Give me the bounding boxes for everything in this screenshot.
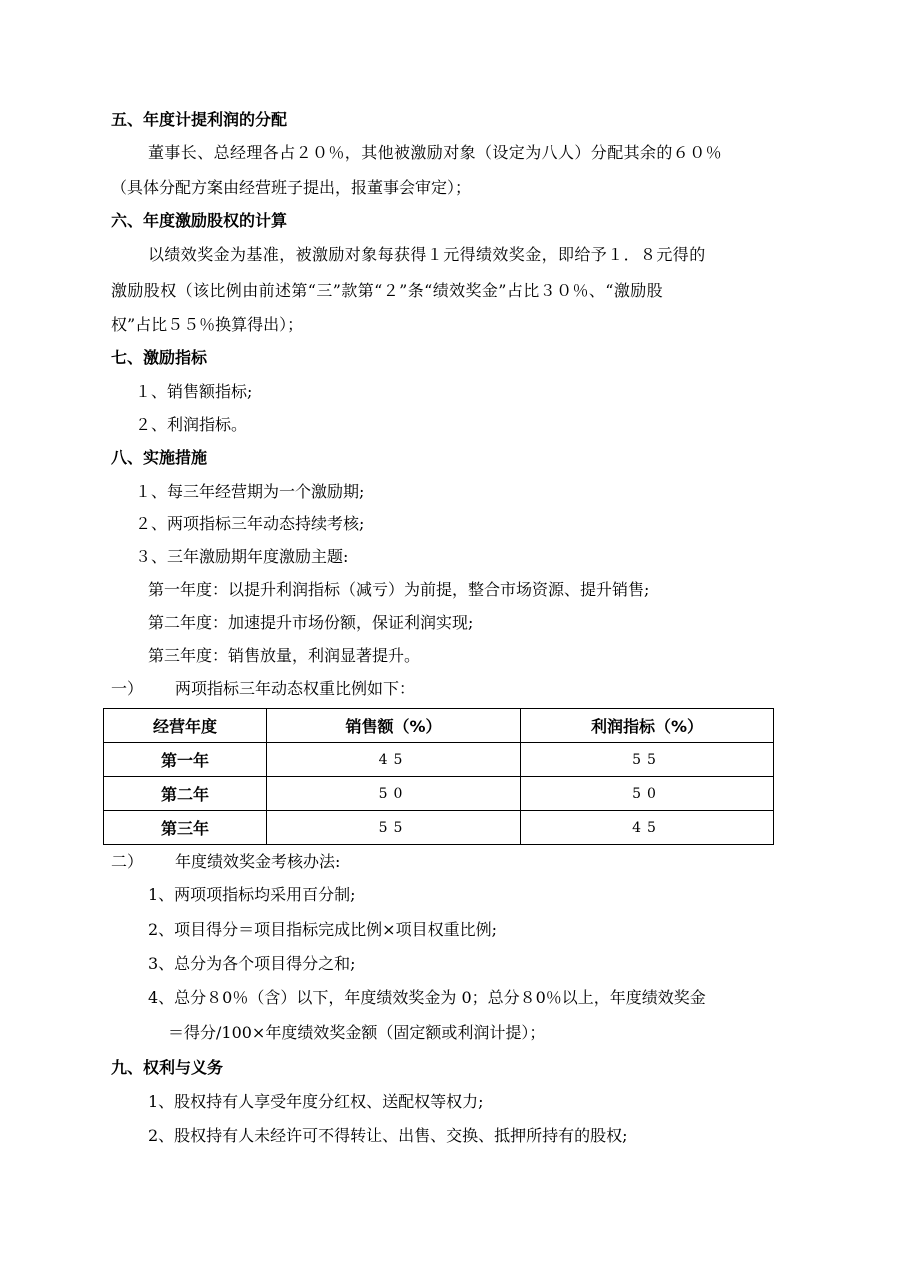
table-cell-year: 第三年 bbox=[104, 811, 267, 845]
rule-item: 2、项目得分＝项目指标完成比例×项目权重比例; bbox=[148, 920, 497, 939]
list-item: １、每三年经营期为一个激励期; bbox=[135, 482, 365, 501]
paragraph-line: 董事长、总经理各占２０％，其他被激励对象（设定为八人）分配其余的６０％ bbox=[148, 143, 723, 162]
table-cell-profit: 45 bbox=[521, 811, 774, 845]
year-theme-line: 第二年度：加速提升市场份额，保证利润实现; bbox=[148, 613, 474, 632]
table-header-cell: 销售额（%） bbox=[267, 709, 521, 743]
list-item: ３、三年激励期年度激励主题: bbox=[135, 547, 349, 566]
list-item: ２、两项指标三年动态持续考核; bbox=[135, 514, 365, 533]
list-item: 1、股权持有人享受年度分红权、送配权等权力; bbox=[148, 1092, 484, 1111]
table-cell-profit: 55 bbox=[521, 743, 774, 777]
table-cell-year: 第二年 bbox=[104, 777, 267, 811]
list-item: 2、股权持有人未经许可不得转让、出售、交换、抵押所持有的股权; bbox=[148, 1126, 628, 1145]
table-header-row bbox=[104, 709, 774, 743]
subsection-number: 一） bbox=[111, 679, 144, 698]
section-heading-rights-obligations: 九、权利与义务 bbox=[111, 1058, 224, 1077]
table-cell-profit: 50 bbox=[521, 777, 774, 811]
table-row bbox=[104, 743, 774, 777]
table-row bbox=[104, 777, 774, 811]
rule-item-continuation: ＝得分/100×年度绩效奖金额（固定额或利润计提）； bbox=[168, 1023, 546, 1042]
section-heading-implementation: 八、实施措施 bbox=[111, 448, 208, 467]
paragraph-line: 激励股权（该比例由前述第“三”款第“２”条“绩效奖金”占比３０％、“激励股 bbox=[111, 281, 664, 300]
list-item: ２、利润指标。 bbox=[135, 415, 248, 434]
table-row bbox=[104, 811, 774, 845]
weights-table bbox=[103, 708, 774, 845]
year-theme-line: 第一年度：以提升利润指标（减亏）为前提，整合市场资源、提升销售; bbox=[148, 580, 650, 599]
paragraph-line: 以绩效奖金为基准，被激励对象每获得１元得绩效奖金，即给予１．８元得的 bbox=[148, 245, 706, 264]
table-header-cell: 经营年度 bbox=[104, 709, 267, 743]
section-heading-incentive-indicators: 七、激励指标 bbox=[111, 348, 208, 367]
table-cell-sales: 45 bbox=[267, 743, 521, 777]
rule-item: 4、总分８0％（含）以下，年度绩效奖金为 0；总分８0％以上，年度绩效奖金 bbox=[148, 988, 706, 1007]
subsection-title-weights: 两项指标三年动态权重比例如下： bbox=[175, 679, 416, 698]
rule-item: 3、总分为各个项目得分之和; bbox=[148, 954, 356, 973]
subsection-number: 二） bbox=[111, 852, 144, 871]
list-item: １、销售额指标; bbox=[135, 382, 253, 401]
table-cell-sales: 50 bbox=[267, 777, 521, 811]
paragraph-line: 权”占比５５％换算得出）； bbox=[111, 315, 304, 334]
table-cell-sales: 55 bbox=[267, 811, 521, 845]
year-theme-line: 第三年度：销售放量，利润显著提升。 bbox=[148, 646, 421, 665]
table-header-cell: 利润指标（%） bbox=[521, 709, 774, 743]
paragraph-line: （具体分配方案由经营班子提出，报董事会审定）； bbox=[111, 178, 472, 197]
rule-item: 1、两项项指标均采用百分制; bbox=[148, 885, 356, 904]
table-cell-year: 第一年 bbox=[104, 743, 267, 777]
section-heading-profit-distribution: 五、年度计提利润的分配 bbox=[111, 110, 288, 129]
section-heading-equity-calculation: 六、年度激励股权的计算 bbox=[111, 211, 288, 230]
subsection-title-bonus-assessment: 年度绩效奖金考核办法: bbox=[175, 852, 341, 871]
